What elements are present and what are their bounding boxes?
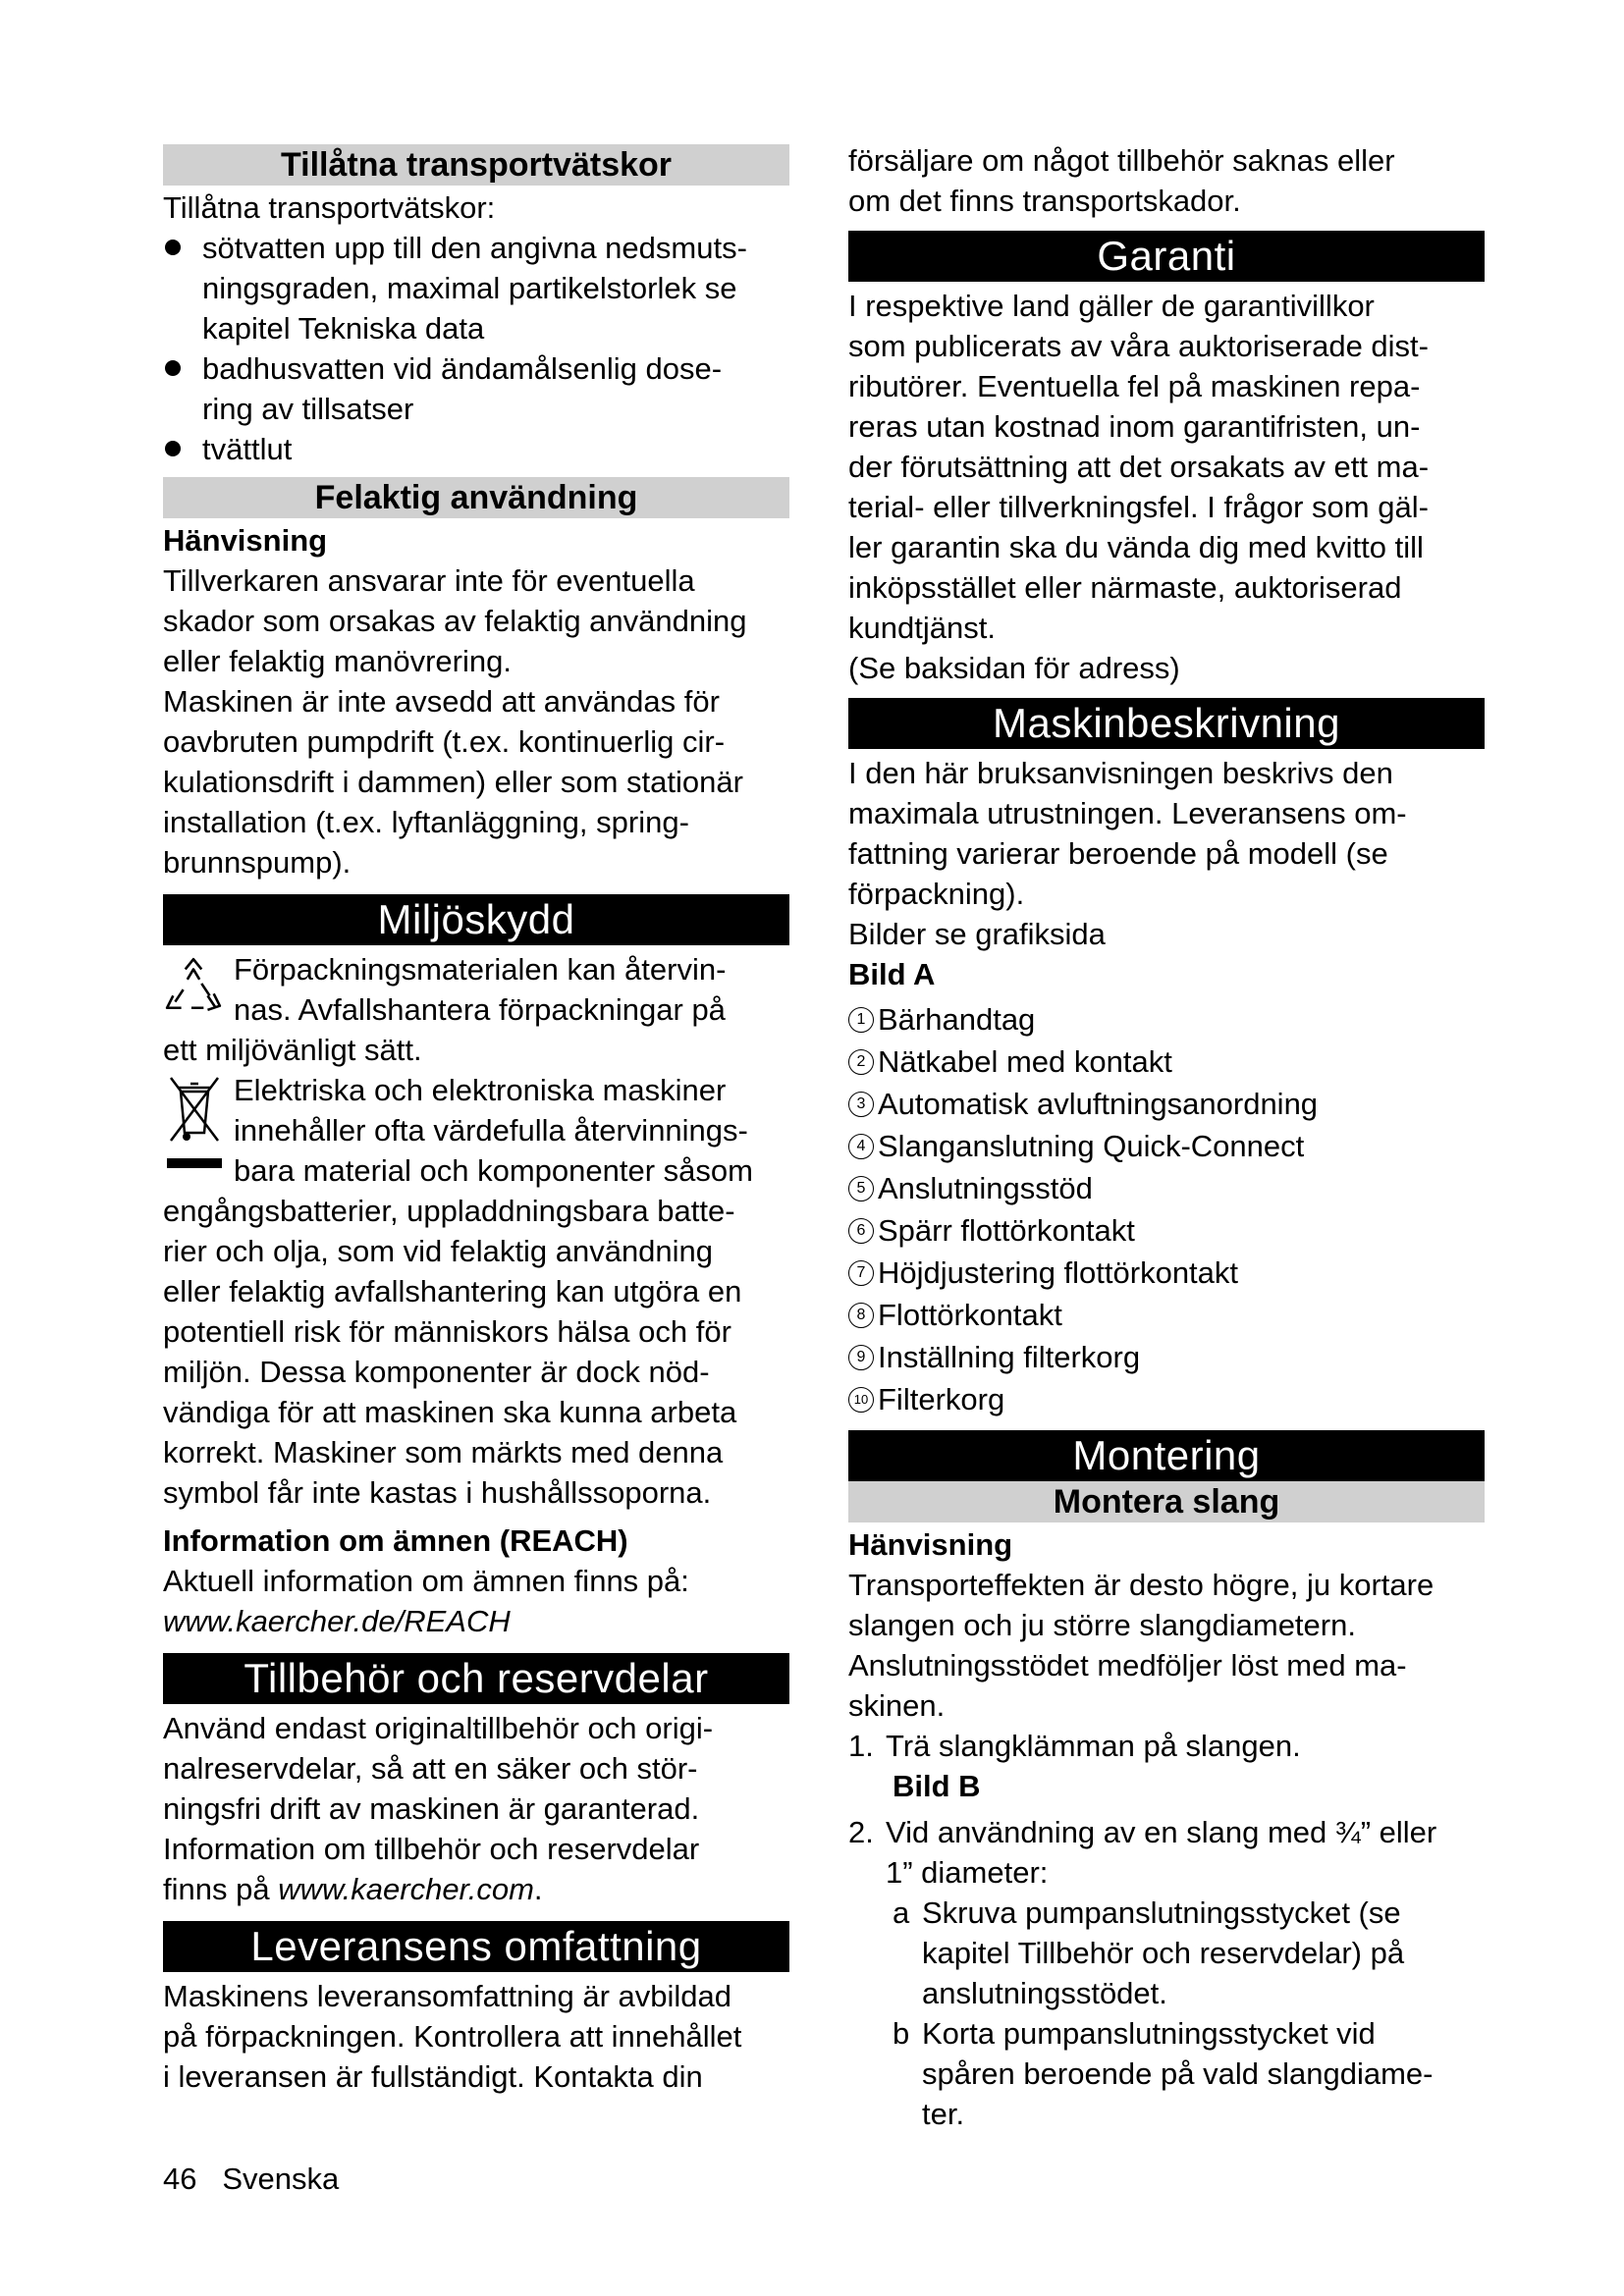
description-text: I den här bruksanvisningen beskrivs den maximala utrustningen. Leveransens om- fattning varierar beroende på modell (se förpackning). Bilder se grafiksida bbox=[848, 756, 1407, 951]
list-item: badhusvatten vid ändamålsenlig dose- ring av tillsatser bbox=[163, 348, 789, 429]
heading-warranty: Garanti bbox=[848, 231, 1485, 282]
bullet-icon bbox=[165, 360, 181, 376]
scope-text: Maskinens leveransomfattning är avbildad på förpackningen. Kontrollera att innehållet i leveransen är fullständigt. Kontakta din bbox=[163, 1979, 742, 2094]
number-circle-icon: 9 bbox=[848, 1345, 874, 1370]
heading-machine-description: Maskinbeskrivning bbox=[848, 698, 1485, 749]
step-2a: a Skruva pumpanslutningsstycket (se kapitel Tillbehör och reservdelar) på anslutningsstödet. bbox=[893, 1896, 1405, 2010]
list-item: sötvatten upp till den angivna nedsmuts- ningsgraden, maximal partikelstorlek se kapitel Tekniska data bbox=[163, 228, 789, 348]
misuse-text: Tillverkaren ansvarar inte för eventuella skador som orsakas av felaktig användning eller felaktig manövrering. Maskinen är inte avsedd att användas för oavbruten pumpdrift (t.ex. kontinuerlig cir- kulationsdrift i dammen) eller som stationär installation (t.ex. lyftanläggning, spring- brunnspump). bbox=[163, 563, 747, 880]
hose-note-text: Transporteffekten är desto högre, ju kortare slangen och ju större slangdiametern. Anslutningsstödet medföljer löst med ma- skinen. bbox=[848, 1568, 1435, 1723]
bullet-icon bbox=[165, 441, 181, 456]
heading-mounting: Montering bbox=[848, 1430, 1485, 1481]
figure-a-label: Bild A bbox=[848, 957, 936, 991]
scope-continued-text: försäljare om något tillbehör saknas eller om det finns transportskador. bbox=[848, 143, 1395, 218]
reach-title: Information om ämnen (REACH) bbox=[163, 1523, 628, 1558]
heading-environment: Miljöskydd bbox=[163, 894, 789, 945]
number-circle-icon: 2 bbox=[848, 1049, 874, 1075]
legend-item: 10 Filterkorg bbox=[848, 1378, 1485, 1420]
recycle-icon bbox=[163, 955, 224, 1016]
legend-item: 8 Flottörkontakt bbox=[848, 1294, 1485, 1336]
env-weee-paragraph: Elektriska och elektroniska maskiner innehåller ofta värdefulla återvinnings- bara material och komponenter såsom engångsbatterier, uppladdningsbara batte- rier och olja, som vid felaktig användning eller felaktig avfallshantering kan utgöra en potentiell risk för människors hälsa och för miljön. Dessa komponenter är dock nöd- vändiga för att maskinen ska kunna arbeta korrekt. Maskiner som märkts med denna symbol får inte kastas i hushållssoporna. bbox=[163, 1073, 753, 1510]
misuse-note-label: Hänvisning bbox=[163, 523, 328, 558]
heading-mount-hose: Montera slang bbox=[848, 1481, 1485, 1522]
hose-note-label: Hänvisning bbox=[848, 1527, 1013, 1562]
fluids-intro: Tillåtna transportvätskor: bbox=[163, 190, 496, 225]
legend-item: 7 Höjdjustering flottörkontakt bbox=[848, 1252, 1485, 1294]
step-1: 1. Trä slangklämman på slangen. bbox=[848, 1729, 1301, 1763]
number-circle-icon: 10 bbox=[848, 1387, 874, 1413]
legend-item: 6 Spärr flottörkontakt bbox=[848, 1209, 1485, 1252]
bullet-icon bbox=[165, 240, 181, 255]
kaercher-link[interactable]: www.kaercher.com bbox=[278, 1872, 534, 1906]
heading-accessories: Tillbehör och reservdelar bbox=[163, 1653, 789, 1704]
figure-legend bbox=[848, 998, 1485, 1420]
legend-item: 2 Nätkabel med kontakt bbox=[848, 1041, 1485, 1083]
left-column bbox=[163, 140, 789, 2097]
crossed-bin-icon bbox=[167, 1072, 222, 1174]
page-number: 46 bbox=[163, 2162, 197, 2196]
number-circle-icon: 6 bbox=[848, 1218, 874, 1244]
number-circle-icon: 4 bbox=[848, 1134, 874, 1159]
heading-scope-of-delivery: Leveransens omfattning bbox=[163, 1921, 789, 1972]
number-circle-icon: 8 bbox=[848, 1303, 874, 1328]
reach-text: Aktuell information om ämnen finns på: bbox=[163, 1564, 689, 1598]
list-item: tvättlut bbox=[163, 429, 789, 469]
reach-link[interactable]: www.kaercher.de/REACH bbox=[163, 1604, 511, 1638]
figure-b-label: Bild B bbox=[893, 1769, 981, 1803]
legend-item: 4 Slanganslutning Quick-Connect bbox=[848, 1125, 1485, 1167]
legend-item: 3 Automatisk avluftningsanordning bbox=[848, 1083, 1485, 1125]
footer-language: Svenska bbox=[222, 2162, 340, 2196]
warranty-text: I respektive land gäller de garantivillkor som publicerats av våra auktoriserade dist- ributörer. Eventuella fel på maskinen repa- reras utan kostnad inom garantifristen, un- der förutsättning att det orsakats av ett ma- terial- eller tillverkningsfel. I frågor som gäl- ler garantin ska du vända dig med kvitto till inköpsstället eller närmaste, auktoriserad kundtjänst. (Se baksidan för adress) bbox=[848, 289, 1430, 685]
number-circle-icon: 1 bbox=[848, 1007, 874, 1033]
legend-item: 5 Anslutningsstöd bbox=[848, 1167, 1485, 1209]
number-circle-icon: 3 bbox=[848, 1092, 874, 1117]
legend-item: 9 Inställning filterkorg bbox=[848, 1336, 1485, 1378]
heading-allowed-fluids: Tillåtna transportvätskor bbox=[163, 144, 789, 186]
step-2b: b Korta pumpanslutningsstycket vid spåren beroende på vald slangdiame- ter. bbox=[893, 2016, 1434, 2131]
accessories-text: Använd endast originaltillbehör och origi- nalreservdelar, så att en säker och stör- ningsfri drift av maskinen är garanterad. Information om tillbehör och reservdelar finns på www.kaercher.com. bbox=[163, 1711, 714, 1906]
page-footer bbox=[163, 2160, 339, 2199]
env-recycle-paragraph: Förpackningsmaterialen kan återvin- nas. Avfallshantera förpackningar på ett miljövänligt sätt. bbox=[163, 952, 727, 1067]
step-2: 2. Vid användning av en slang med ¾” eller 1” diameter: bbox=[848, 1815, 1437, 1890]
number-circle-icon: 7 bbox=[848, 1260, 874, 1286]
number-circle-icon: 5 bbox=[848, 1176, 874, 1201]
heading-misuse: Felaktig användning bbox=[163, 477, 789, 518]
legend-item: 1 Bärhandtag bbox=[848, 998, 1485, 1041]
right-column bbox=[848, 140, 1485, 2134]
